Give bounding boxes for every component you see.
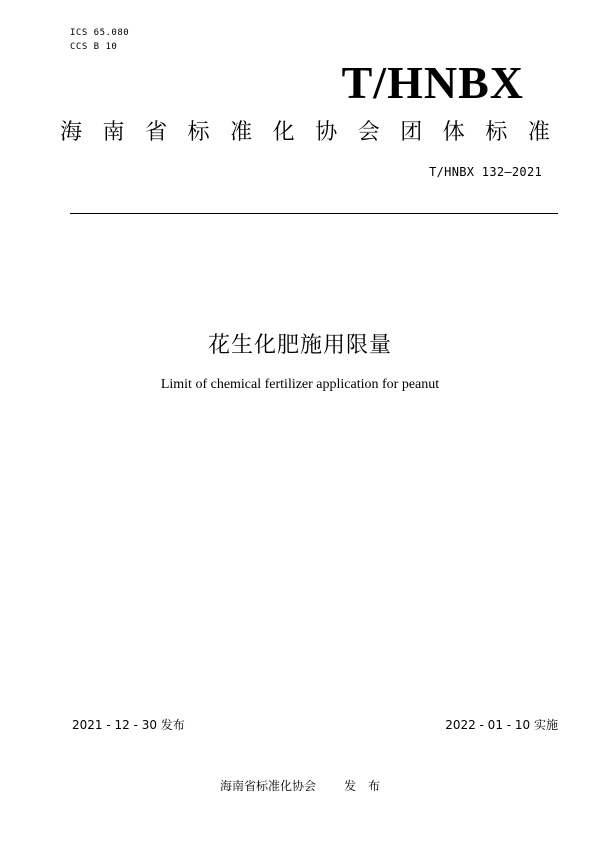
standard-logo: T/HNBX <box>341 57 524 108</box>
organization-title-char: 南 <box>102 120 125 145</box>
organization-title-char: 会 <box>357 120 380 145</box>
header-divider <box>70 213 558 214</box>
publisher-line <box>0 777 600 794</box>
publish-char: 发 <box>343 779 356 793</box>
organization-title-char: 体 <box>442 120 465 145</box>
ccs-classification: CCS B 10 <box>70 42 118 52</box>
organization-title-char: 准 <box>230 120 253 145</box>
organization-title <box>60 115 550 146</box>
organization-title-char: 海 <box>60 120 83 145</box>
ics-classification: ICS 65.080 <box>70 28 130 38</box>
issue-date: 2021 - 12 - 30 发布 <box>72 718 185 732</box>
organization-title-char: 化 <box>272 120 295 145</box>
organization-title-char: 准 <box>527 120 550 145</box>
document-title-chinese: 花生化肥施用限量 <box>207 333 392 358</box>
organization-title-char: 团 <box>400 120 423 145</box>
organization-title-char: 协 <box>315 120 338 145</box>
organization-title-char: 省 <box>145 120 168 145</box>
publisher-name: 海南省标准化协会 <box>219 779 316 793</box>
effective-date: 2022 - 01 - 10 实施 <box>445 718 558 732</box>
document-title-english: Limit of chemical fertilizer application for peanut <box>160 377 440 392</box>
publish-label <box>344 779 380 793</box>
organization-title-char: 标 <box>485 120 508 145</box>
standard-code: T/HNBX 132—2021 <box>429 165 542 179</box>
organization-title-char: 标 <box>187 120 210 145</box>
publish-char: 布 <box>368 779 381 793</box>
